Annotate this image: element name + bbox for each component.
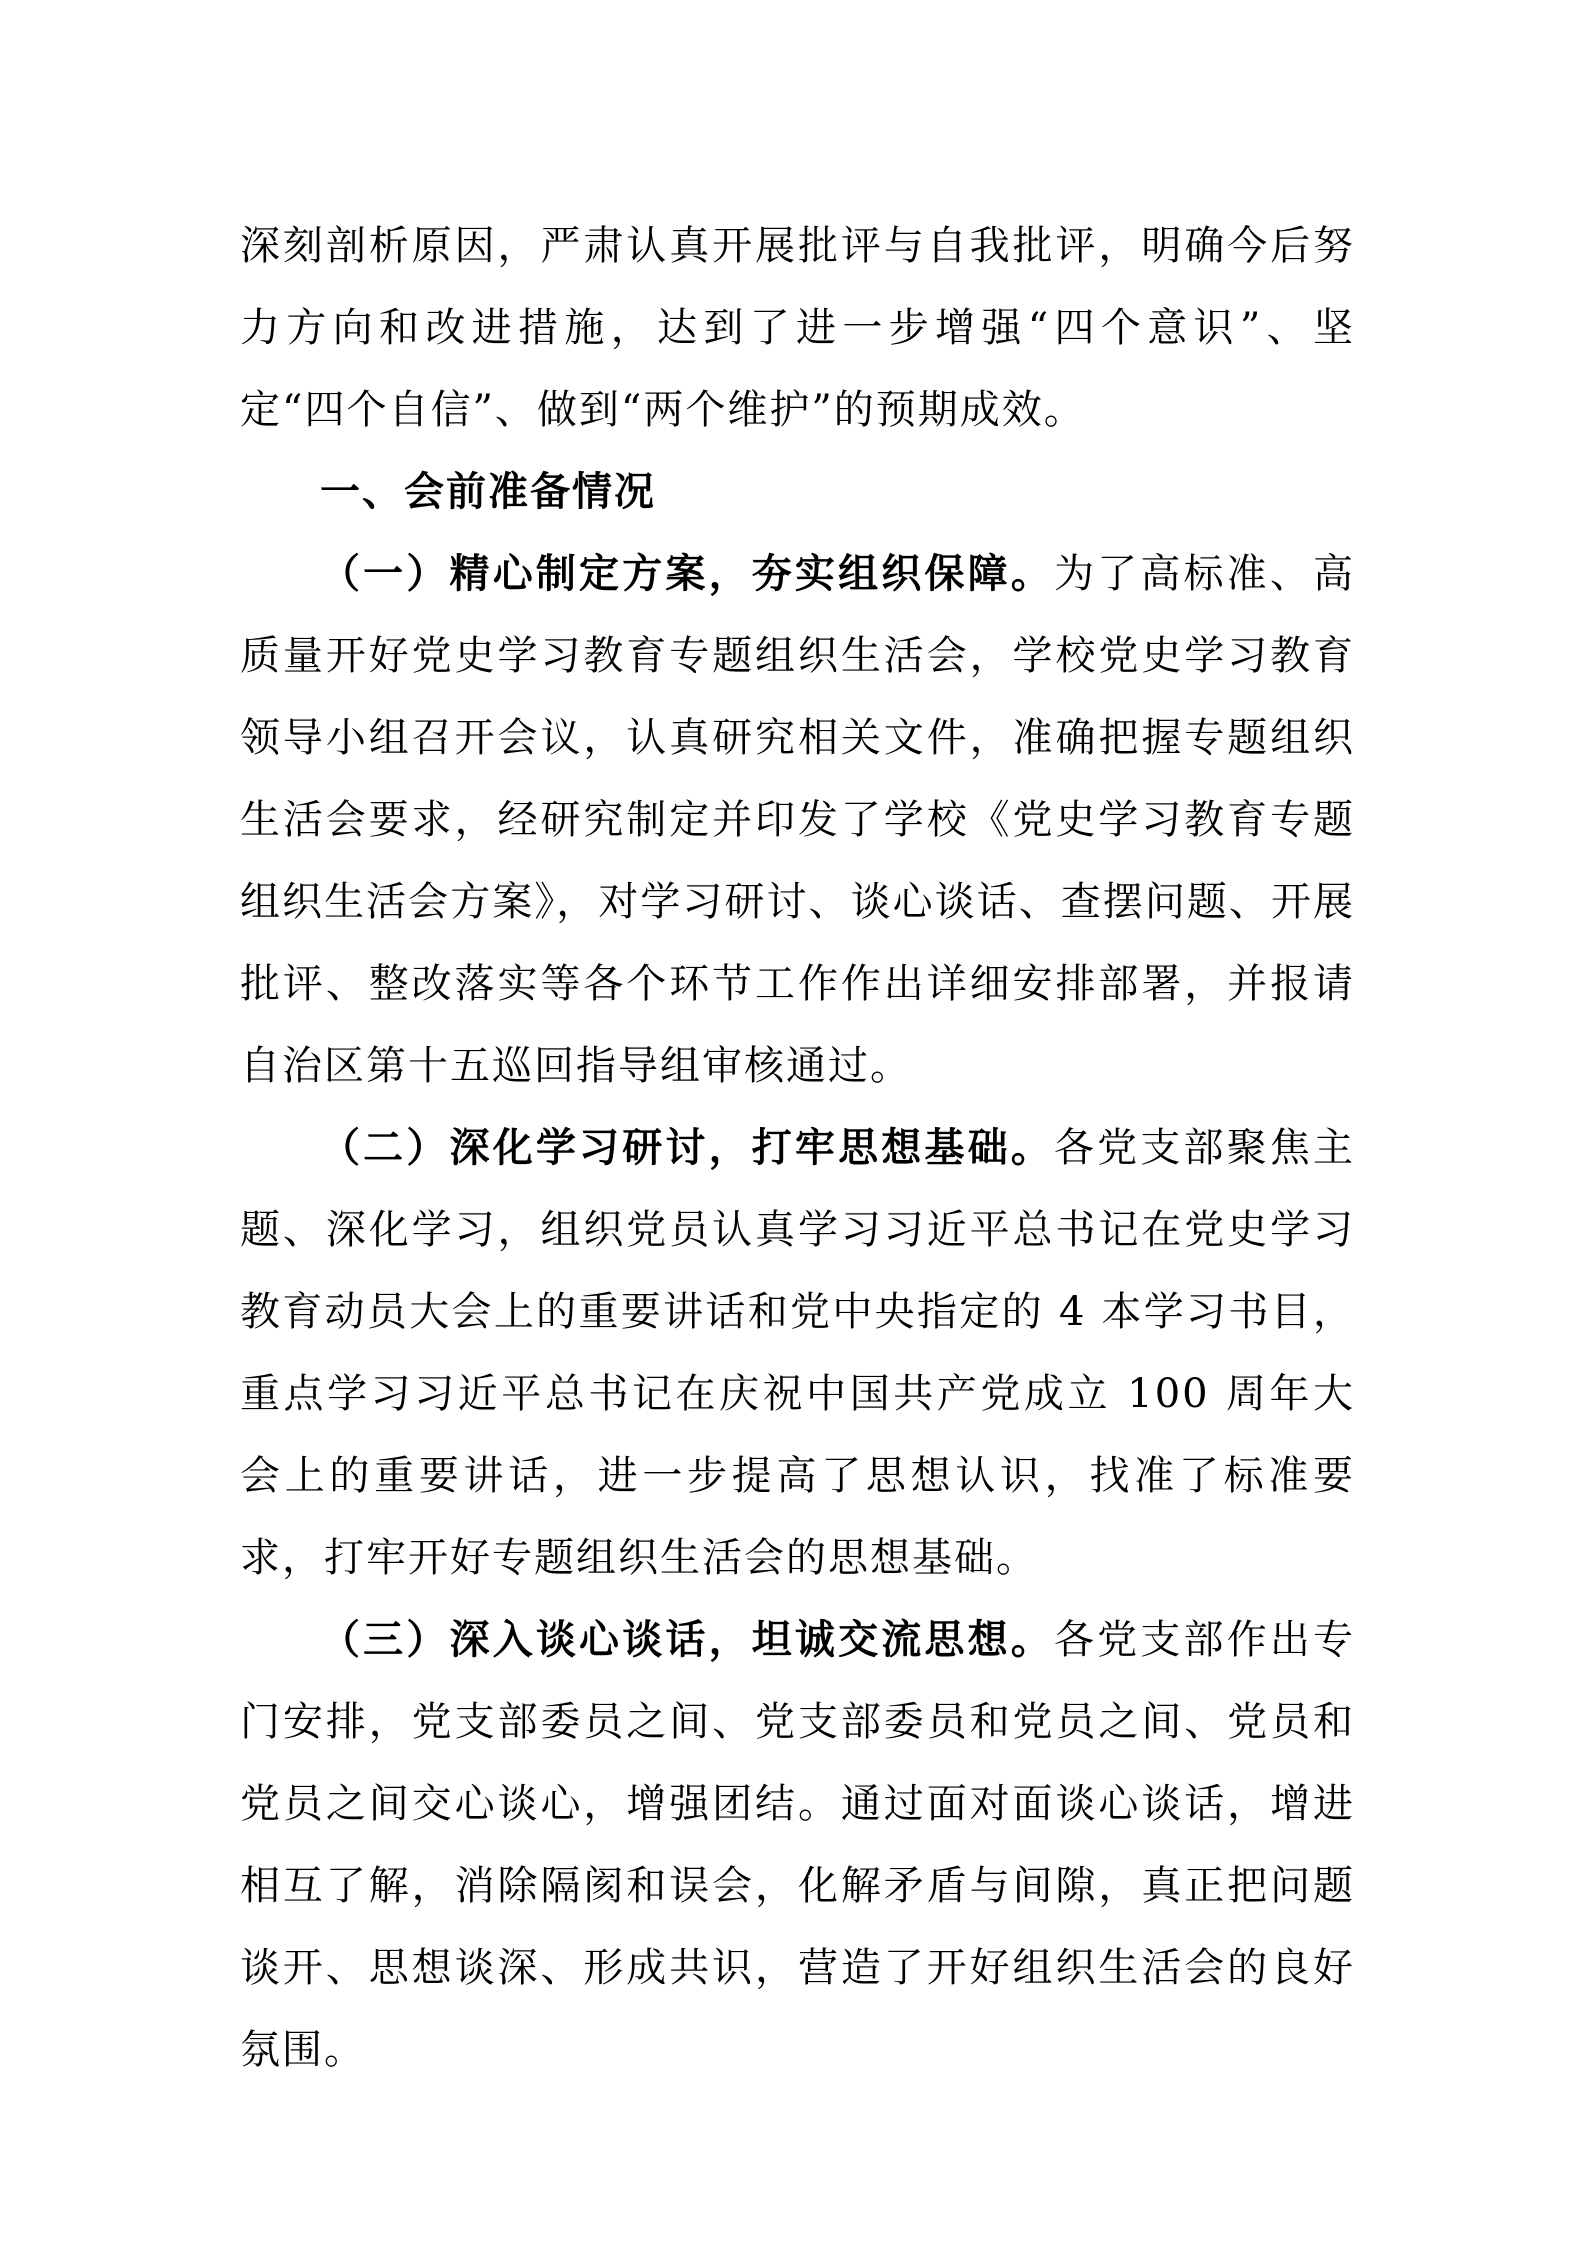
section-lead-2: （二）深化学习研讨，打牢思想基础。 — [320, 1124, 1054, 1171]
document-body — [240, 205, 1355, 2091]
section-paragraph-1 — [240, 533, 1355, 1107]
section-lead-3: （三）深入谈心谈话，坦诚交流思想。 — [320, 1616, 1054, 1663]
section-paragraph-2 — [240, 1107, 1355, 1599]
section-body-1: 为了高标准、高质量开好党史学习教育专题组织生活会，学校党史学习教育领导小组召开会议，认真研究相关文件，准确把握专题组织生活会要求，经研究制定并印发了学校《党史学习教育专题组织生活会方案》，对学习研讨、谈心谈话、查摆问题、开展批评、整改落实等各个环节工作作出详细安排部署，并报请自治区第十五巡回指导组审核通过。 — [240, 551, 1356, 1089]
section-paragraph-3 — [240, 1599, 1355, 2091]
section-heading: 一、会前准备情况 — [320, 469, 656, 515]
section-lead-1: （一）精心制定方案，夯实组织保障。 — [320, 550, 1054, 597]
section-body-2: 各党支部聚焦主题、深化学习，组织党员认真学习习近平总书记在党史学习教育动员大会上的重要讲话和党中央指定的 4 本学习书目，重点学习习近平总书记在庆祝中国共产党成立 100 周年大会上的重要讲话，进一步提高了思想认识，找准了标准要求，打牢开好专题组织生活会的思想基础。 — [240, 1125, 1356, 1581]
intro-continuation-paragraph: 深刻剖析原因，严肃认真开展批评与自我批评，明确今后努力方向和改进措施，达到了进一步增强“四个意识”、坚定“四个自信”、做到“两个维护”的预期成效。 — [240, 223, 1355, 433]
section-body-3: 各党支部作出专门安排，党支部委员之间、党支部委员和党员之间、党员和党员之间交心谈心，增强团结。通过面对面谈心谈话，增进相互了解，消除隔阂和误会，化解矛盾与间隙，真正把问题谈开、思想谈深、形成共识，营造了开好组织生活会的良好氛围。 — [240, 1617, 1356, 2073]
